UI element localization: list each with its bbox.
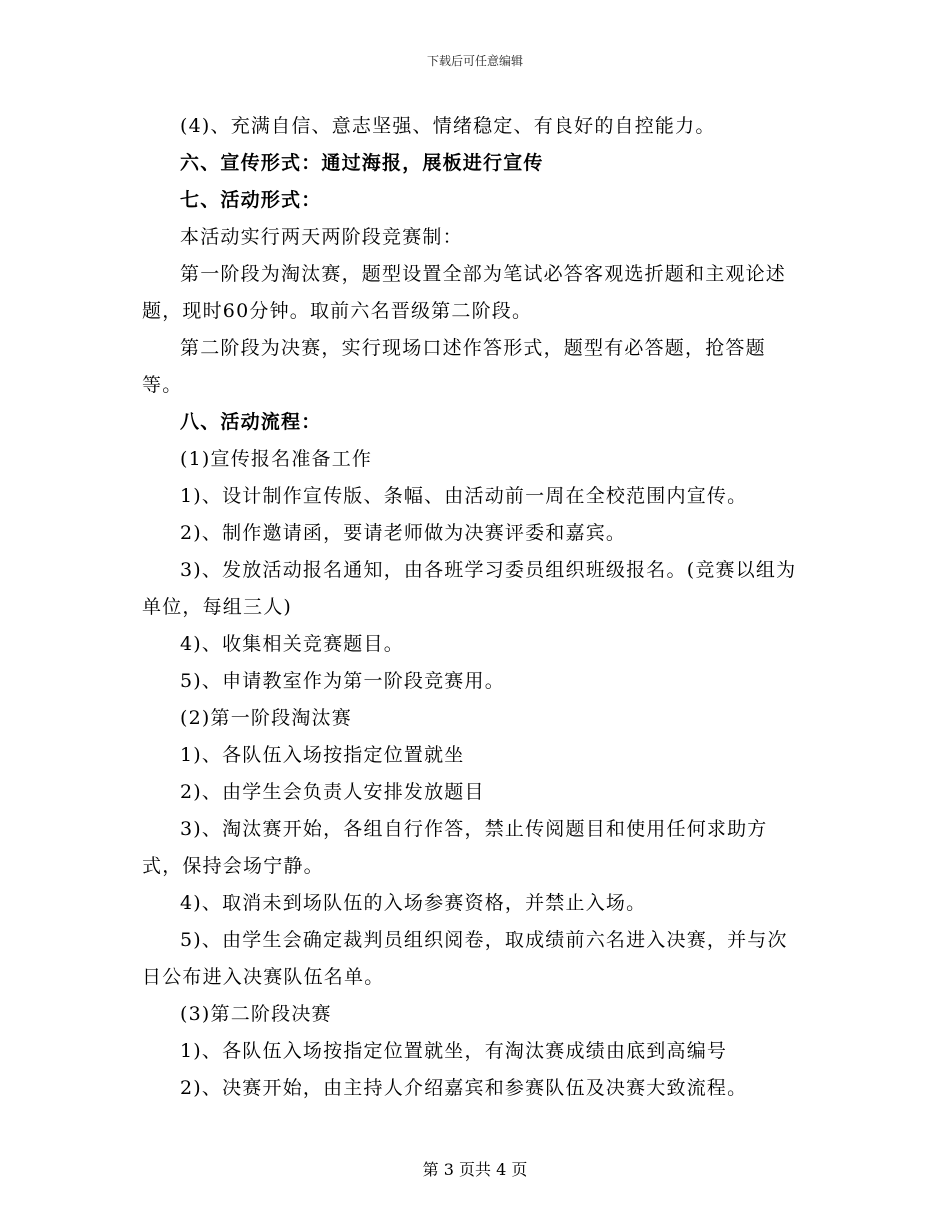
paragraph: 第一阶段为淘汰赛，题型设置全部为笔试必答客观选折题和主观论述题，现时60分钟。取前六名晋级第二阶段。 <box>142 263 787 322</box>
paragraph: 第二阶段为决赛，实行现场口述作答形式，题型有必答题，抢答题等。 <box>142 337 766 396</box>
paragraph: 3)、发放活动报名通知，由各班学习委员组织班级报名。(竞赛以组为单位，每组三人) <box>142 559 797 618</box>
paragraph: 1)、各队伍入场按指定位置就坐，有淘汰赛成绩由底到高编号 <box>180 1040 728 1062</box>
paragraph: (3)第二阶段决赛 <box>180 1003 332 1025</box>
paragraph: 5)、由学生会确定裁判员组织阅卷，取成绩前六名进入决赛，并与次日公布进入决赛队伍名单。 <box>142 929 788 988</box>
section-heading: 七、活动形式： <box>180 189 322 211</box>
page-header: 下载后可任意编辑 <box>426 54 523 68</box>
page-footer: 第 3 页共 4 页 <box>422 1160 528 1179</box>
paragraph: 1)、设计制作宣传版、条幅、由活动前一周在全校范围内宣传。 <box>180 485 748 507</box>
paragraph: 2)、由学生会负责人安排发放题目 <box>180 781 485 803</box>
paragraph: (2)第一阶段淘汰赛 <box>180 707 352 729</box>
paragraph: 1)、各队伍入场按指定位置就坐 <box>180 744 465 766</box>
paragraph: 5)、申请教室作为第一阶段竞赛用。 <box>180 670 505 692</box>
paragraph: (4)、充满自信、意志坚强、情绪稳定、有良好的自控能力。 <box>180 115 716 137</box>
section-heading: 六、宣传形式：通过海报，展板进行宣传 <box>180 152 544 174</box>
paragraph: (1)宣传报名准备工作 <box>180 448 373 470</box>
paragraph: 2)、制作邀请函，要请老师做为决赛评委和嘉宾。 <box>180 522 627 544</box>
section-heading: 八、活动流程： <box>180 411 322 433</box>
paragraph: 3)、淘汰赛开始，各组自行作答，禁止传阅题目和使用任何求助方式，保持会场宁静。 <box>142 818 768 877</box>
document-body <box>142 108 802 1107</box>
paragraph: 2)、决赛开始，由主持人介绍嘉宾和参赛队伍及决赛大致流程。 <box>180 1077 748 1099</box>
paragraph: 本活动实行两天两阶段竞赛制： <box>180 226 463 248</box>
paragraph: 4)、收集相关竞赛题目。 <box>180 633 404 655</box>
paragraph: 4)、取消未到场队伍的入场参赛资格，并禁止入场。 <box>180 892 647 914</box>
